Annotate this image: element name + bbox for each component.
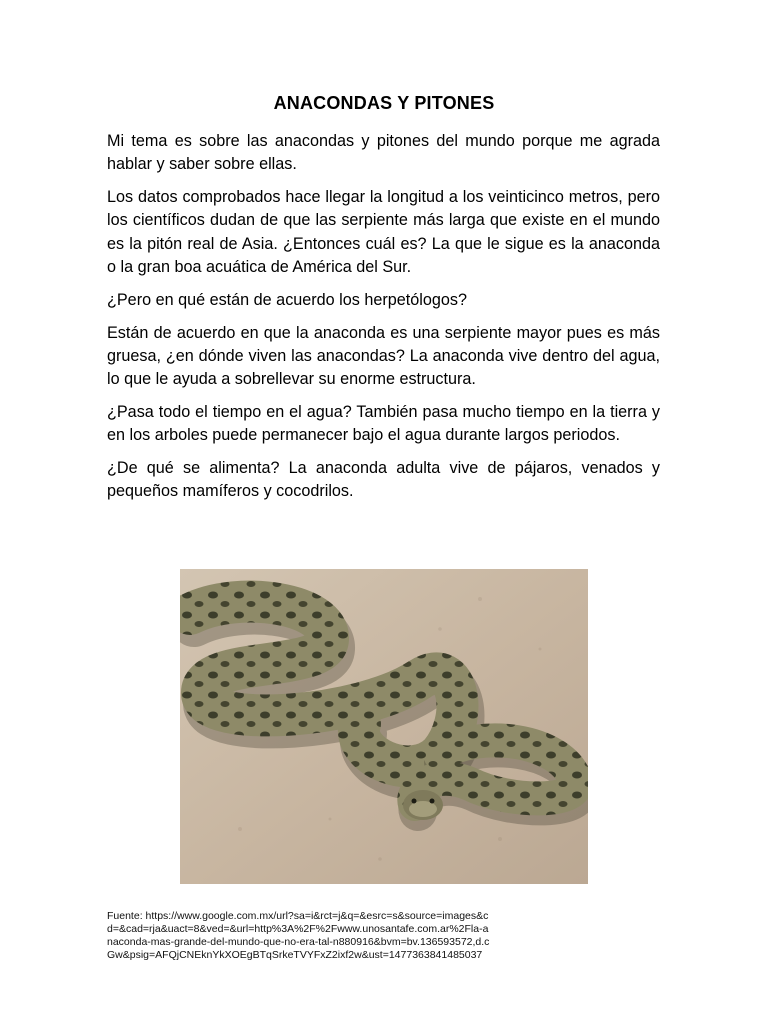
document-body (107, 130, 660, 513)
paragraph: ¿Pasa todo el tiempo en el agua? También pasa mucho tiempo en la tierra y en los arboles puede permanecer bajo el agua durante largos periodos. (107, 402, 660, 445)
paragraph: Los datos comprobados hace llegar la longitud a los veinticinco metros, pero los científicos dudan de que las serpiente más larga que existe en el mundo es la pitón real de Asia. ¿Entonces cuál es? La que le sigue es la anaconda o la gran boa acuática de América del Sur. (107, 188, 660, 276)
paragraph: Están de acuerdo en que la anaconda es una serpiente mayor pues es más gruesa, ¿en dónde viven las anacondas? La anaconda vive dentro del agua, lo que le ayuda a sobrellevar su enorme estructura. (107, 323, 660, 389)
paragraph: ¿Pero en qué están de acuerdo los herpetólogos? (107, 290, 467, 309)
paragraph: ¿De qué se alimenta? La anaconda adulta vive de pájaros, venados y pequeños mamíferos y cocodrilos. (107, 459, 660, 501)
image-source-citation: Fuente: https://www.google.com.mx/url?sa=i&rct=j&q=&esrc=s&source=images&cd=&cad=rja&uact=8&ved=&url=http%3A%2F%2Fwww.unosantafe.com.ar%2Fla-anaconda-mas-grande-del-mundo-que-no-era-tal-n880916&bvm=bv.136593572,d.cGw&psig=AFQjCNEknYkXOEgBTqSrkeTVYFxZ2ixf2w&ust=1477363841485037 (107, 910, 490, 961)
paragraph: Mi tema es sobre las anacondas y pitones del mundo porque me agrada hablar y saber sobre ellas. (107, 132, 660, 174)
document-title: ANACONDAS Y PITONES (273, 93, 495, 113)
anaconda-photo (180, 569, 588, 884)
